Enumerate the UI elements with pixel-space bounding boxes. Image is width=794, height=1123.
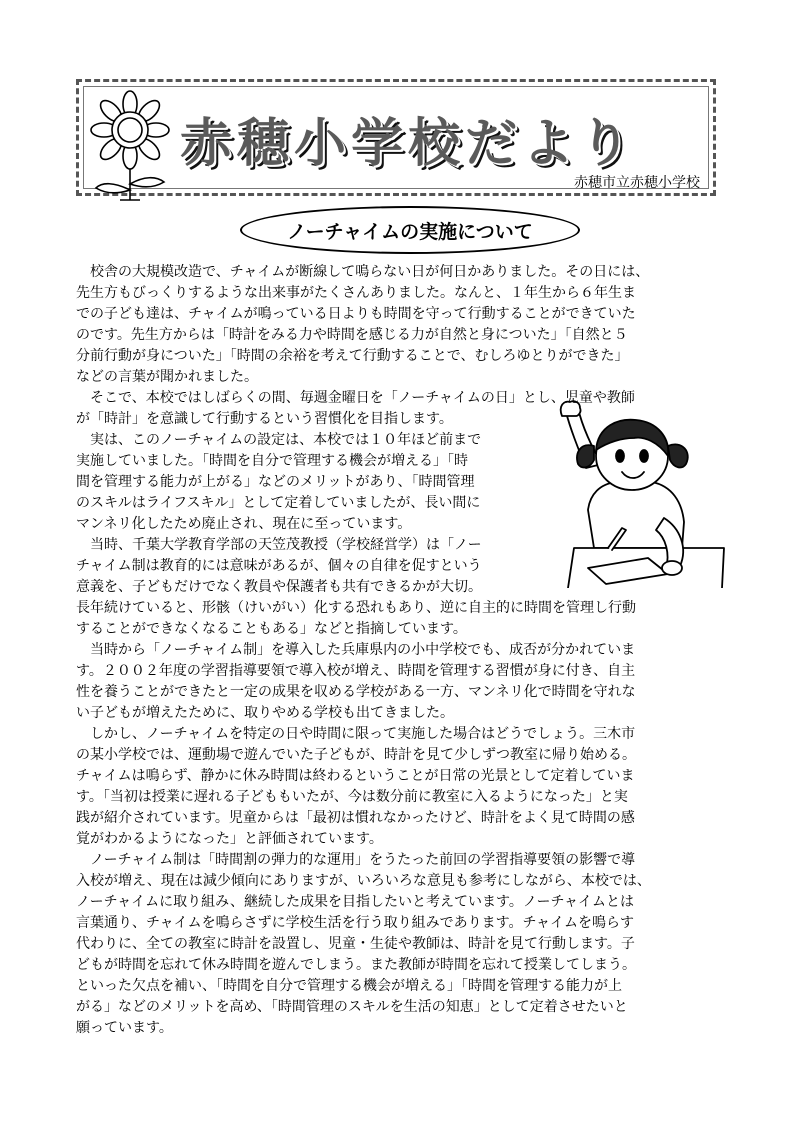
text-line: 言葉通り、チャイムを鳴らさずに学校生活を行う取り組みであります。チャイムを鳴らす	[76, 915, 635, 931]
newsletter-title: 赤穂小学校だより	[180, 114, 637, 174]
text-line: 覚がわかるようになった」と評価されています。	[76, 831, 383, 847]
text-line: い子どもが増えたために、取りやめる学校も出てきました。	[76, 705, 454, 721]
text-line: の某小学校では、運動場で遊んでいた子どもが、時計を見て少しずつ教室に帰り始める。	[76, 747, 636, 763]
text-line: 先生方もびっくりするような出来事がたくさんありました。なんと、１年生から６年生ま	[76, 285, 636, 301]
text-line: チャイム制は教育的には意味があるが、個々の自律を促すという	[76, 558, 482, 574]
text-line: といった欠点を補い、「時間を自分で管理する機会が増える」「時間を管理する能力が上	[76, 978, 622, 994]
text-line: 入校が増え、現在は減少傾向にありますが、いろいろな意見も参考にしながら、本校では、	[76, 873, 651, 889]
text-line: 実施していました。「時間を自分で管理する機会が増える」「時	[76, 453, 468, 469]
text-line: す。２００２年度の学習指導要領で導入校が増え、時間を管理する習慣が身に付き、自主	[76, 663, 636, 679]
text-line: 間を管理する能力が上がる」などのメリットがあり、「時間管理	[76, 474, 475, 490]
text-line: のスキルはライフスキル」として定着していましたが、長い間に	[76, 495, 481, 511]
text-line: 当時から「ノーチャイム制」を導入した兵庫県内の小中学校でも、成否が分かれていま	[76, 642, 636, 658]
text-line: することができなくなることもある」などと指摘しています。	[76, 621, 467, 637]
text-line: が「時計」を意識して行動するという習慣化を目指します。	[76, 411, 453, 427]
text-line: 分前行動が身についた」「時間の余裕を考えて行動することで、むしろゆとりができた」	[76, 348, 629, 364]
sunflower-logo	[84, 90, 176, 202]
text-line: マンネリ化したため廃止され、現在に至っています。	[76, 516, 412, 532]
text-line: 校舎の大規模改造で、チャイムが断線して鳴らない日が何日かありました。その日には、	[76, 264, 650, 280]
text-line: などの言葉が聞かれました。	[76, 369, 258, 385]
text-line: 性を養うことができたと一定の成果を収める学校がある一方、マンネリ化で時間を守れな	[76, 684, 636, 700]
text-line: チャイムは鳴らず、静かに休み時間は終わるということが日常の光景として定着していま	[76, 768, 635, 784]
text-line: そこで、本校ではしばらくの間、毎週金曜日を「ノーチャイムの日」とし、児童や教師	[76, 390, 635, 406]
school-name: 赤穂市立赤穂小学校	[574, 175, 700, 191]
text-line: 代わりに、全ての教室に時計を設置し、児童・生徒や教師は、時計を見て行動します。子	[76, 936, 635, 952]
text-line: 願っています。	[76, 1020, 173, 1036]
text-line: 長年続けていると、形骸（けいがい）化する恐れもあり、逆に自主的に時間を管理し行動	[76, 600, 636, 616]
text-line: 意義を、子どもだけでなく教員や保護者も共有できるかが大切。	[76, 579, 482, 595]
text-line: ノーチャイムに取り組み、継続した成果を目指したいと考えています。ノーチャイムとは	[76, 894, 635, 910]
text-line: 実は、このノーチャイムの設定は、本校では１０年ほど前まで	[76, 432, 482, 448]
text-line: 践が紹介されています。児童からは「最初は慣れなかったけど、時計をよく見て時間の感	[76, 810, 635, 826]
article-headline: ノーチャイムの実施について	[240, 206, 580, 254]
text-line: 当時、千葉大学教育学部の天笠茂教授（学校経営学）は「ノー	[76, 537, 482, 553]
text-line: での子ども達は、チャイムが鳴っている日よりも時間を守って行動することができていた	[76, 306, 636, 322]
text-line: す。「当初は授業に遅れる子どももいたが、今は数分前に教室に入るようになった」と実	[76, 789, 628, 805]
text-line: しかし、ノーチャイムを特定の日や時間に限って実施した場合はどうでしょう。三木市	[76, 726, 636, 742]
text-line: ノーチャイム制は「時間割の弾力的な運用」をうたった前回の学習指導要領の影響で導	[76, 852, 636, 868]
text-line: がる」などのメリットを高め、「時間管理のスキルを生活の知恵」として定着させたいと	[76, 999, 628, 1015]
text-line: どもが時間を忘れて休み時間を遊んでしまう。また教師が時間を忘れて授業してしまう。	[76, 957, 636, 973]
text-line: のです。先生方からは「時計をみる力や時間を感じる力が自然と身についた」「自然と５	[76, 327, 628, 343]
